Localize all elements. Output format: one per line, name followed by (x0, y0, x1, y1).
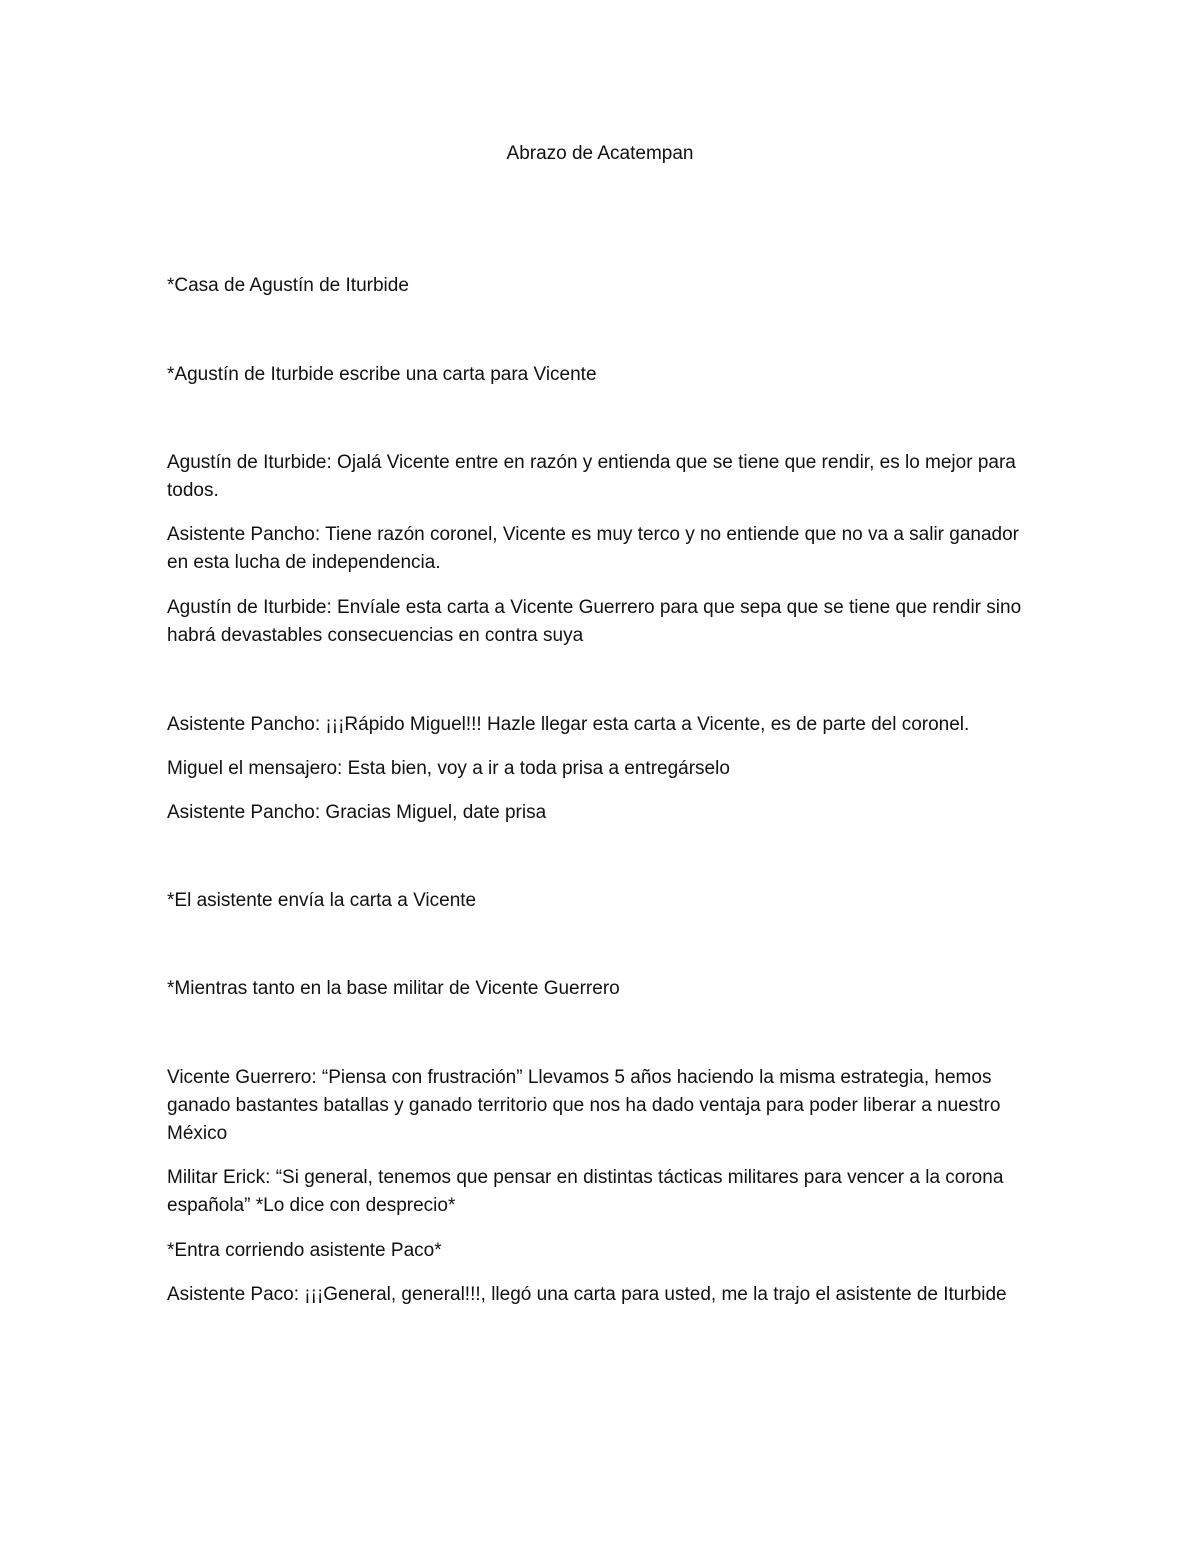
stage-direction: *Agustín de Iturbide escribe una carta para Vicente (167, 364, 597, 385)
dialogue-line: Miguel el mensajero: Esta bien, voy a ir a toda prisa a entregárselo (167, 758, 730, 779)
dialogue-line: Asistente Pancho: Gracias Miguel, date prisa (167, 802, 547, 823)
stage-direction: *El asistente envía la carta a Vicente (167, 890, 477, 911)
dialogue-line: Vicente Guerrero: “Piensa con frustración” Llevamos 5 años haciendo la misma estrategia, hemos ganado bastantes batallas y ganado territorio que nos ha dado ventaja para poder liberar a nuestro México (167, 1067, 1001, 1144)
dialogue-line: Asistente Paco: ¡¡¡General, general!!!, llegó una carta para usted, me la trajo el asistente de Iturbide (167, 1284, 1007, 1305)
dialogue-line: Asistente Pancho: ¡¡¡Rápido Miguel!!! Hazle llegar esta carta a Vicente, es de parte del coronel. (167, 714, 970, 735)
dialogue-line: Agustín de Iturbide: Envíale esta carta a Vicente Guerrero para que sepa que se tiene que rendir sino habrá devastables consecuencias en contra suya (167, 597, 1022, 646)
dialogue-line: Militar Erick: “Si general, tenemos que pensar en distintas tácticas militares para vencer a la corona española” *Lo dice con desprecio* (167, 1167, 1004, 1216)
dialogue-line: Asistente Pancho: Tiene razón coronel, Vicente es muy terco y no entiende que no va a salir ganador en esta lucha de independencia. (167, 524, 1020, 573)
dialogue-line: Agustín de Iturbide: Ojalá Vicente entre en razón y entienda que se tiene que rendir, es lo mejor para todos. (167, 452, 1016, 501)
document-title: Abrazo de Acatempan (506, 143, 694, 164)
stage-direction: *Entra corriendo asistente Paco* (167, 1240, 442, 1261)
stage-direction: *Mientras tanto en la base militar de Vicente Guerrero (167, 978, 620, 999)
stage-direction: *Casa de Agustín de Iturbide (167, 275, 409, 296)
